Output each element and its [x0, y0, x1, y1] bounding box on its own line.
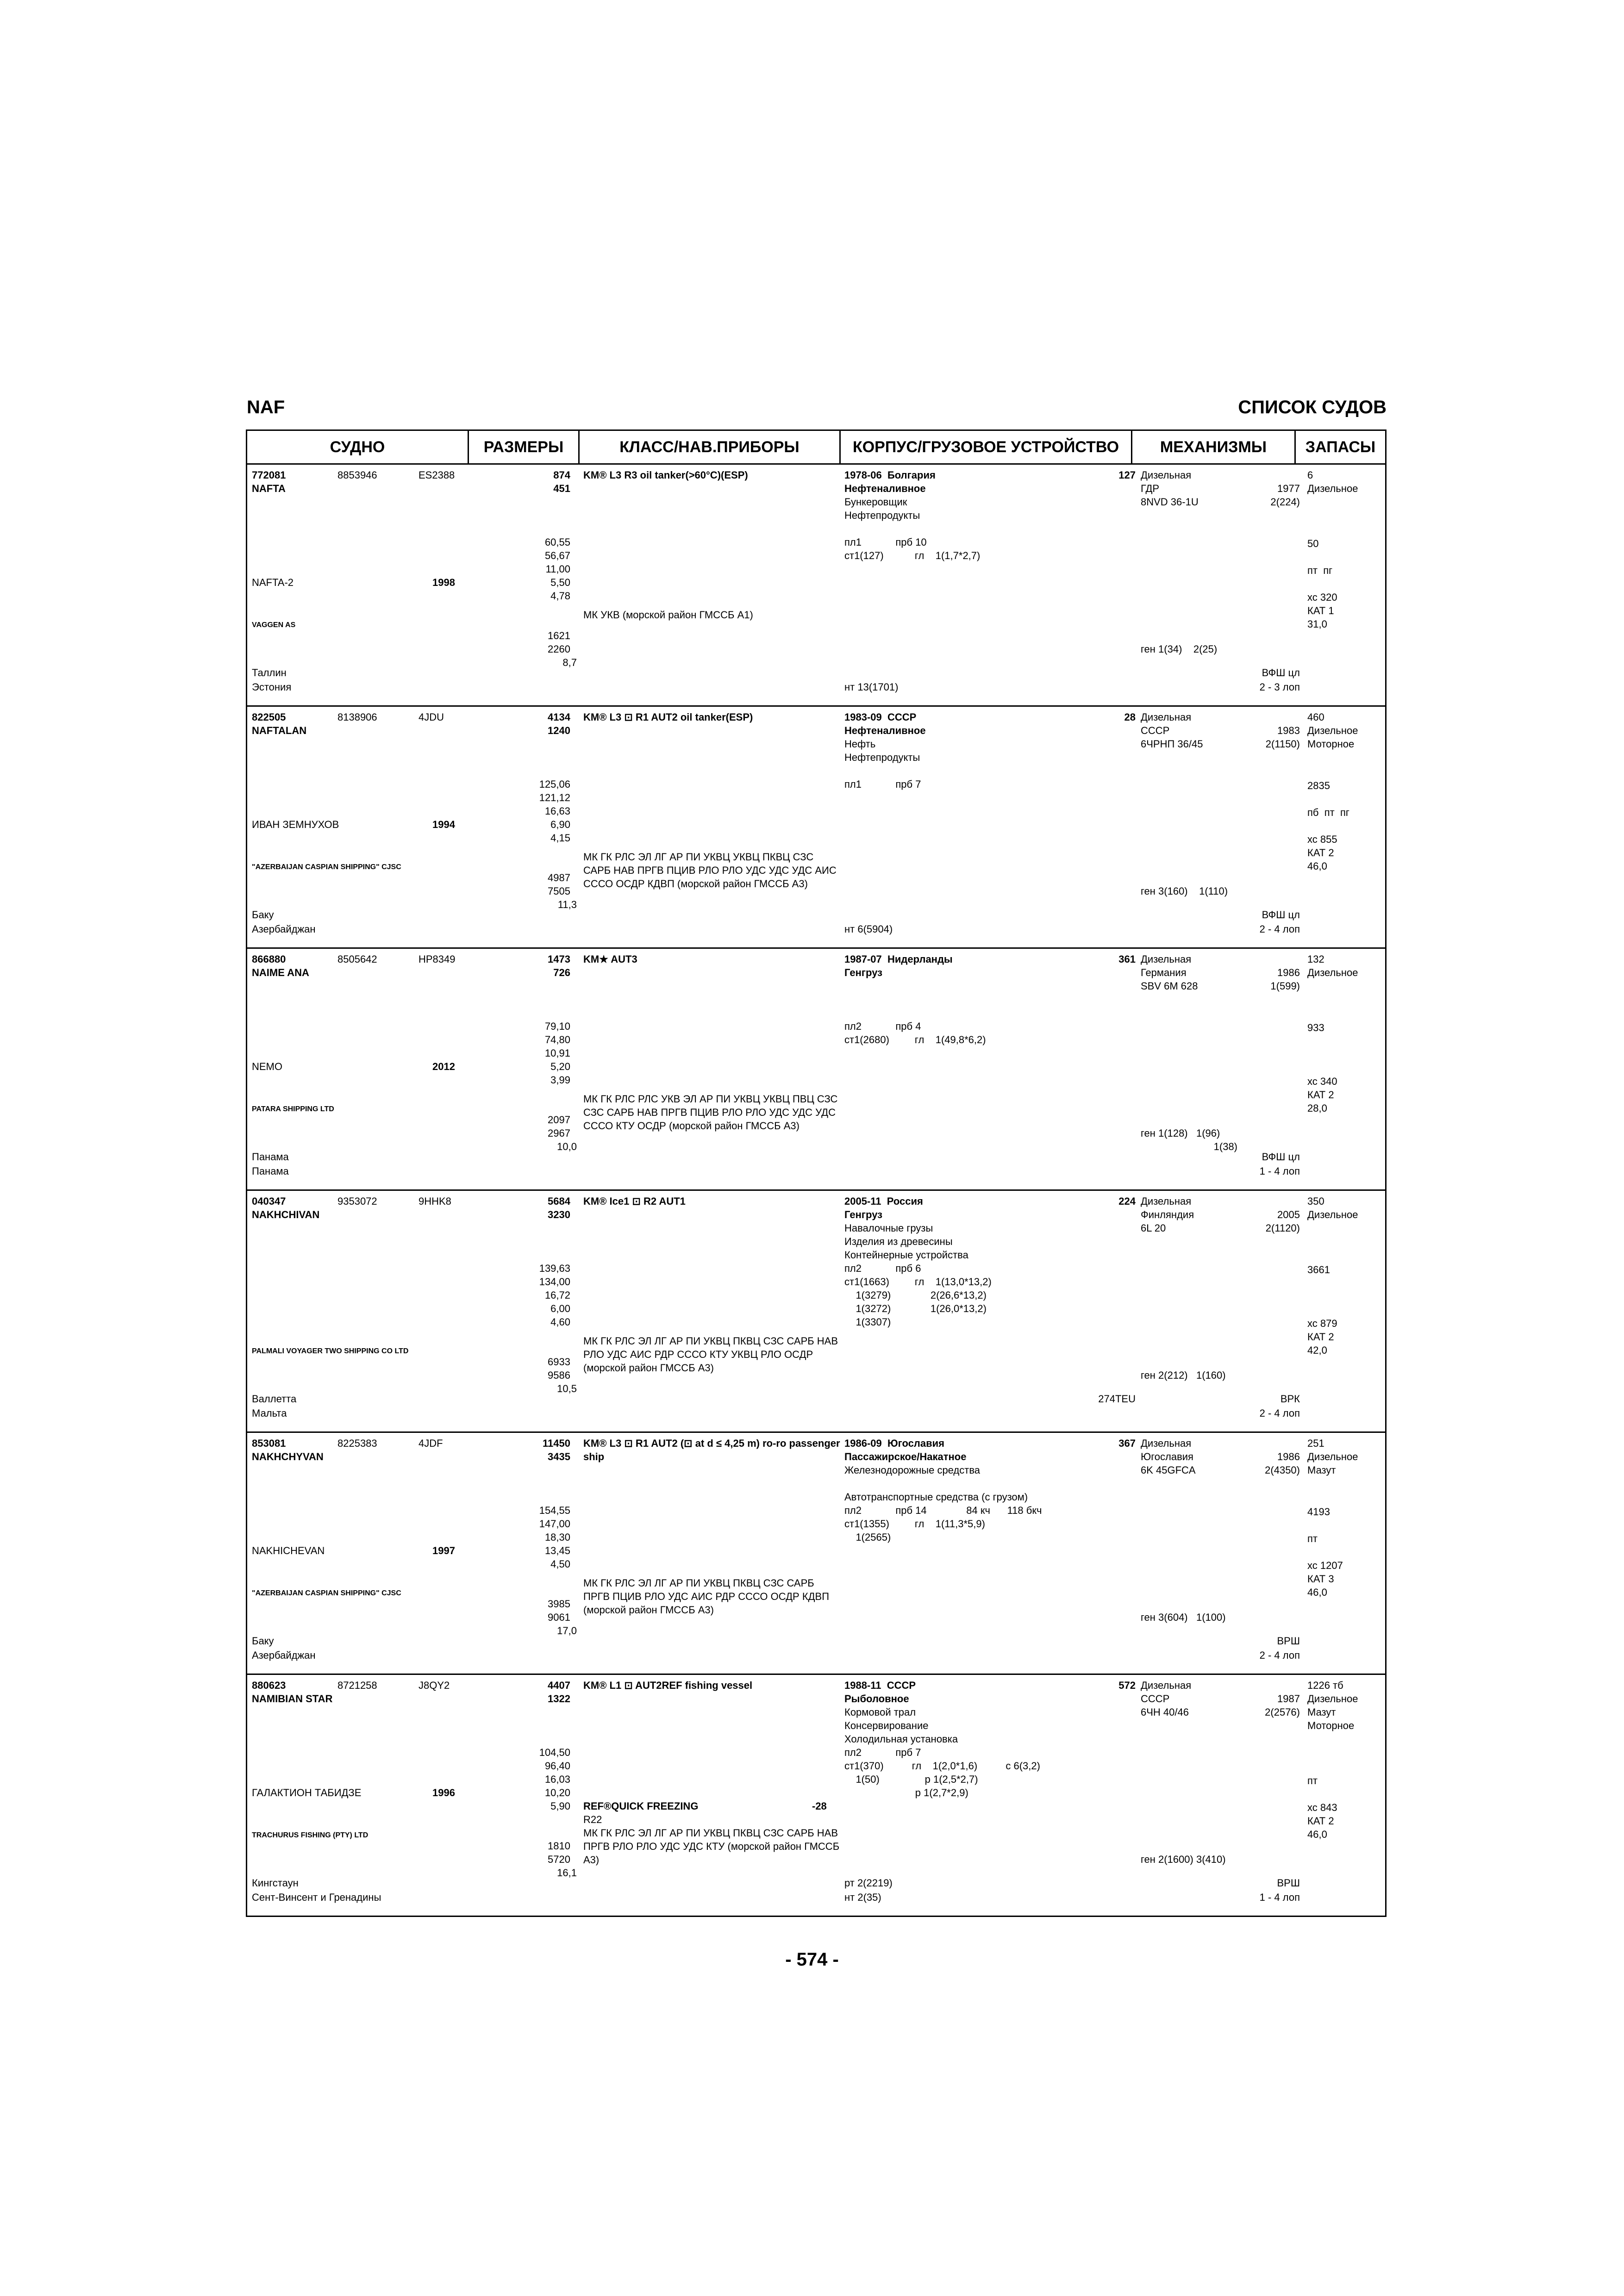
flag-country: Сент-Винсент и Гренадины [252, 1892, 381, 1903]
container-capacity: 274TEU [1098, 1393, 1136, 1405]
hull-number: 224 [1118, 1195, 1136, 1207]
build-year: 1996 [432, 1787, 455, 1798]
size-value: 3435 [548, 1451, 570, 1462]
size-value: 2260 [548, 643, 570, 655]
stores-line: хс 879 [1307, 1318, 1337, 1329]
cargo-line: 1(3307) [844, 1316, 891, 1328]
engine-year: 1983 [1277, 725, 1300, 736]
flag-country: Азербайджан [252, 923, 316, 935]
hull-number: 367 [1118, 1437, 1136, 1449]
stores-line: 3661 [1307, 1264, 1330, 1276]
mech-line: 6ЧРНП 36/45 [1141, 738, 1203, 750]
stores-line: КАТ 2 [1307, 1331, 1334, 1343]
generators: ген 1(128) 1(96) [1141, 1127, 1220, 1139]
former-name: NAKHICHEVAN [252, 1545, 325, 1556]
size-value: 2967 [548, 1127, 570, 1139]
size-value: 18,30 [544, 1531, 570, 1543]
home-port: Панама [252, 1151, 289, 1163]
size-value: 125,06 [539, 778, 570, 790]
size-value: 60,55 [544, 536, 570, 548]
ship-name: NAMIBIAN STAR [252, 1693, 333, 1705]
home-port: Валлетта [252, 1393, 297, 1405]
size-value: 1240 [548, 725, 570, 736]
owner-name: "AZERBAIJAN CASPIAN SHIPPING" CJSC [252, 1589, 401, 1597]
call-sign: J8QY2 [418, 1680, 450, 1691]
build-date-country: 1983-09 СССР [844, 711, 917, 723]
build-date-country: 1978-06 Болгария [844, 469, 936, 481]
size-value: 8,7 [562, 657, 577, 668]
home-port: Таллин [252, 667, 287, 678]
size-value: 6,00 [550, 1303, 570, 1314]
mech-line: Югославия [1141, 1451, 1193, 1462]
page-number: - 574 - [785, 1949, 839, 1970]
size-value: 4,15 [550, 832, 570, 844]
stores-line: Дизельное [1307, 967, 1358, 978]
engine-power: 2(1120) [1265, 1222, 1300, 1234]
col-header-ship: СУДНО [247, 431, 469, 463]
size-value: 10,5 [557, 1383, 577, 1394]
stores-line: хс 843 [1307, 1802, 1337, 1813]
hull-line: Изделия из древесины [844, 1236, 953, 1247]
size-value: 451 [553, 483, 570, 494]
mech-line: СССР [1141, 1693, 1170, 1705]
engine-power: 2(1150) [1265, 738, 1300, 750]
hull-number: 28 [1124, 711, 1136, 723]
stores-line: Дизельное [1307, 1209, 1358, 1220]
stores-line: КАТ 2 [1307, 847, 1334, 859]
reg-number: 772081 [252, 469, 286, 481]
stores-line: 46,0 [1307, 860, 1327, 872]
cargo-line: 1(50) р 1(2,5*2,7) [844, 1773, 978, 1785]
hull-bottom: рт 2(2219) [844, 1877, 893, 1889]
stores-line: пт [1307, 1775, 1318, 1786]
hull-line: Кормовой трал [844, 1706, 916, 1718]
size-value: 13,45 [544, 1545, 570, 1556]
mech-line: 6ЧН 40/46 [1141, 1706, 1189, 1718]
flag-country: Мальта [252, 1407, 287, 1419]
build-year: 1998 [432, 577, 455, 588]
size-value: 10,0 [557, 1141, 577, 1152]
size-value: 1621 [548, 630, 570, 641]
size-value: 3,99 [550, 1074, 570, 1086]
mech-line: СССР [1141, 725, 1170, 736]
mech-line: Дизельная [1141, 711, 1192, 723]
engine-year: 1986 [1277, 1451, 1300, 1462]
stores-line: 46,0 [1307, 1587, 1327, 1598]
build-year: 2012 [432, 1061, 455, 1072]
stores-line: 50 [1307, 538, 1319, 549]
stores-line: Дизельное [1307, 483, 1358, 494]
nav-equipment: МК ГК РЛС ЭЛ ЛГ АР ПИ УКВЦ ПКВЦ СЗС САРБ НАВ ПРГВ РЛО РЛО УДС УДС КТУ (морской район ГМССБ А3) [583, 1827, 840, 1866]
propeller-blades: 2 - 4 лоп [1259, 1407, 1300, 1419]
col-header-sizes: РАЗМЕРЫ [469, 431, 580, 463]
call-sign: 4JDF [418, 1437, 443, 1449]
imo-number: 8721258 [337, 1680, 377, 1691]
mech-line: Дизельная [1141, 1680, 1192, 1691]
ship-table [246, 429, 1387, 1917]
nav-equipment: МК УКВ (морской район ГМССБ А1) [583, 609, 753, 621]
size-value: 4,50 [550, 1558, 570, 1570]
hull-line: Консервирование [844, 1720, 929, 1731]
reg-number: 880623 [252, 1680, 286, 1691]
size-value: 104,50 [539, 1747, 570, 1758]
size-value: 1810 [548, 1840, 570, 1852]
mech-line: Дизельная [1141, 469, 1192, 481]
size-value: 1473 [548, 953, 570, 965]
hull-number: 127 [1118, 469, 1136, 481]
engine-year: 2005 [1277, 1209, 1300, 1220]
stores-line: КАТ 2 [1307, 1815, 1334, 1827]
cargo-line: 1(2565) [844, 1531, 891, 1543]
former-name: NAFTA-2 [252, 577, 294, 588]
flag-country: Панама [252, 1165, 289, 1177]
size-value: 139,63 [539, 1263, 570, 1274]
call-sign: ES2388 [418, 469, 455, 481]
propeller-blades: 2 - 3 лоп [1259, 681, 1300, 693]
imo-number: 8853946 [337, 469, 377, 481]
hull-line: Нефтепродукты [844, 752, 920, 763]
home-port: Кингстаун [252, 1877, 299, 1889]
size-value: 1322 [548, 1693, 570, 1705]
cargo-line: пл1 прб 10 [844, 536, 927, 548]
size-value: 10,20 [544, 1787, 570, 1798]
size-value: 10,91 [544, 1047, 570, 1059]
refrigeration: REF®QUICK FREEZING [583, 1800, 699, 1812]
size-value: 6,90 [550, 819, 570, 830]
call-sign: HP8349 [418, 953, 456, 965]
mech-line: SBV 6M 628 [1141, 980, 1198, 992]
hull-line: Навалочные грузы [844, 1222, 933, 1234]
size-value: 2097 [548, 1114, 570, 1126]
hull-bottom-2: нт 2(35) [844, 1892, 881, 1903]
size-value: 147,00 [539, 1518, 570, 1530]
stores-line: 933 [1307, 1022, 1324, 1033]
reg-number: 040347 [252, 1195, 286, 1207]
propeller-blades: 2 - 4 лоп [1259, 1649, 1300, 1661]
stores-line: 350 [1307, 1195, 1324, 1207]
nav-equipment: МК ГК РЛС ЭЛ ЛГ АР ПИ УКВЦ ПКВЦ СЗС САРБ НАВ РЛО УДС АИС РДР СССО КТУ УКВЦ РЛО ОСДР (морской район ГМССБ А3) [583, 1335, 838, 1374]
owner-name: TRACHURUS FISHING (PTY) LTD [252, 1831, 369, 1839]
flag-country: Эстония [252, 681, 292, 693]
ship-type: Генгруз [844, 967, 883, 978]
ship-type: Генгруз [844, 1209, 883, 1220]
size-value: 16,72 [544, 1289, 570, 1301]
class-notation: KM® L3 ⊡ R1 AUT2 (⊡ at d ≤ 4,25 m) ro-ro passenger ship [583, 1437, 840, 1462]
stores-line: Моторное [1307, 738, 1355, 750]
generators: ген 2(212) 1(160) [1141, 1369, 1226, 1381]
stores-line: 251 [1307, 1437, 1324, 1449]
size-value: 5,50 [550, 577, 570, 588]
mech-line: Финляндия [1141, 1209, 1194, 1220]
owner-name: VAGGEN AS [252, 621, 296, 629]
stores-line: 132 [1307, 953, 1324, 965]
hull-line: Бункеровщик [844, 496, 907, 508]
size-value: 56,67 [544, 550, 570, 561]
refrigerant: R22 [583, 1814, 602, 1825]
stores-line: 28,0 [1307, 1102, 1327, 1114]
stores-line: 46,0 [1307, 1829, 1327, 1840]
mech-line: Дизельная [1141, 1437, 1192, 1449]
mech-line: 6K 45GFCA [1141, 1464, 1196, 1476]
imo-number: 8138906 [337, 711, 377, 723]
ship-type: Рыболовное [844, 1693, 909, 1705]
propeller: ВФШ цл [1262, 1151, 1300, 1163]
col-header-mech: МЕХАНИЗМЫ [1132, 431, 1296, 463]
propeller-blades: 1 - 4 лоп [1259, 1892, 1300, 1903]
stores-line: Мазут [1307, 1706, 1336, 1718]
stores-line: пт пг [1307, 565, 1333, 576]
ship-record [247, 707, 1385, 949]
size-value: 5720 [548, 1854, 570, 1865]
reg-number: 822505 [252, 711, 286, 723]
size-value: 9061 [548, 1612, 570, 1623]
cargo-line: ст1(127) гл 1(1,7*2,7) [844, 550, 981, 561]
hull-line: Нефтепродукты [844, 510, 920, 521]
stores-line: Мазут [1307, 1464, 1336, 1476]
hull-number: 572 [1118, 1680, 1136, 1691]
ship-record [247, 1191, 1385, 1433]
cargo-line: пл2 прб 4 [844, 1020, 921, 1032]
stores-line: 4193 [1307, 1506, 1330, 1518]
stores-line: Моторное [1307, 1720, 1355, 1731]
mech-line: Германия [1141, 967, 1187, 978]
cargo-line: 1(3279) 2(26,6*13,2) [844, 1289, 987, 1301]
stores-line: хс 855 [1307, 834, 1337, 845]
reg-number: 853081 [252, 1437, 286, 1449]
class-notation: KM® L3 ⊡ R1 AUT2 oil tanker(ESP) [583, 711, 753, 723]
propeller: ВРШ [1277, 1635, 1300, 1647]
stores-line: 1226 тб [1307, 1680, 1343, 1691]
ship-record [247, 1433, 1385, 1675]
ref-temperature: -28 [812, 1800, 827, 1812]
size-value: 4987 [548, 872, 570, 884]
ship-type: Нефтеналивное [844, 483, 926, 494]
stores-line: хс 1207 [1307, 1560, 1343, 1571]
home-port: Баку [252, 1635, 274, 1647]
stores-line: 460 [1307, 711, 1324, 723]
generators-2: 1(38) [1213, 1141, 1237, 1152]
cargo-line: 1(3272) 1(26,0*13,2) [844, 1303, 987, 1314]
size-value: 96,40 [544, 1760, 570, 1772]
ship-name: NAFTA [252, 483, 286, 494]
build-date-country: 1988-11 СССР [844, 1680, 916, 1691]
ship-record [247, 465, 1385, 707]
size-value: 11450 [543, 1437, 570, 1449]
page-header-left: NAF [247, 397, 285, 417]
home-port: Баку [252, 909, 274, 921]
class-notation: KM® L3 R3 oil tanker(>60°C)(ESP) [583, 469, 748, 481]
engine-power: 1(599) [1270, 980, 1300, 992]
size-value: 3985 [548, 1598, 570, 1610]
size-value: 4,60 [550, 1316, 570, 1328]
propeller: ВФШ цл [1262, 909, 1300, 921]
cargo-line: пл1 прб 7 [844, 778, 921, 790]
size-value: 5,20 [550, 1061, 570, 1072]
size-value: 11,3 [557, 899, 577, 910]
ship-name: NAIME ANA [252, 967, 309, 978]
stores-line: Дизельное [1307, 1451, 1358, 1462]
size-value: 4407 [548, 1680, 570, 1691]
build-year: 1994 [432, 819, 455, 830]
mech-line: 6L 20 [1141, 1222, 1166, 1234]
cargo-line: пл2 прб 7 [844, 1747, 921, 1758]
former-name: ГАЛАКТИОН ТАБИДЗЕ [252, 1787, 362, 1798]
build-year: 1997 [432, 1545, 455, 1556]
ship-name: NAKHCHIVAN [252, 1209, 320, 1220]
generators: ген 1(34) 2(25) [1141, 643, 1218, 655]
size-value: 11,00 [545, 563, 570, 575]
size-value: 16,1 [557, 1867, 577, 1879]
build-date-country: 1987-07 Нидерланды [844, 953, 953, 965]
stores-line: 2835 [1307, 780, 1330, 791]
stores-line: КАТ 2 [1307, 1089, 1334, 1101]
build-date-country: 2005-11 Россия [844, 1195, 923, 1207]
cargo-line: ст1(370) гл 1(2,0*1,6) с 6(3,2) [844, 1760, 1040, 1772]
flag-country: Азербайджан [252, 1649, 316, 1661]
size-value: 726 [553, 967, 570, 978]
size-value: 5,90 [550, 1800, 570, 1812]
size-value: 3230 [548, 1209, 570, 1220]
cargo-line: ст1(1663) гл 1(13,0*13,2) [844, 1276, 992, 1288]
stores-line: пб пт пг [1307, 807, 1349, 818]
generators: ген 3(604) 1(100) [1141, 1612, 1226, 1623]
propeller-blades: 2 - 4 лоп [1259, 923, 1300, 935]
nav-equipment: МК ГК РЛС ЭЛ ЛГ АР ПИ УКВЦ ПКВЦ СЗС САРБ ПРГВ ПЦИВ РЛО УДС АИС РДР СССО ОСДР КДВП (морской район ГМССБ А3) [583, 1577, 830, 1616]
size-value: 9586 [548, 1369, 570, 1381]
stores-line: Дизельное [1307, 1693, 1358, 1705]
stores-line: Дизельное [1307, 725, 1358, 736]
size-value: 154,55 [539, 1505, 570, 1516]
ship-record [247, 949, 1385, 1191]
hull-line: Контейнерные устройства [844, 1249, 968, 1261]
generators: ген 3(160) 1(110) [1141, 885, 1228, 897]
engine-power: 2(2576) [1265, 1706, 1300, 1718]
former-name: ИВАН ЗЕМНУХОВ [252, 819, 339, 830]
propeller: ВФШ цл [1262, 667, 1300, 678]
cargo-line: р 1(2,7*2,9) [844, 1787, 968, 1798]
propeller: ВРШ [1277, 1877, 1300, 1889]
class-notation: KM® Ice1 ⊡ R2 AUT1 [583, 1195, 686, 1207]
imo-number: 9353072 [337, 1195, 377, 1207]
size-value: 5684 [548, 1195, 570, 1207]
page-header-right: СПИСОК СУДОВ [1238, 397, 1387, 417]
engine-year: 1977 [1277, 483, 1300, 494]
cargo-line: пл2 прб 14 84 кч 118 бкч [844, 1505, 1042, 1516]
hull-line: Автотранспортные средства (с грузом) [844, 1491, 1028, 1503]
class-notation: KM★ AUT3 [583, 953, 637, 965]
size-value: 874 [553, 469, 570, 481]
nav-equipment: МК ГК РЛС РЛС УКВ ЭЛ АР ПИ УКВЦ УКВЦ ПВЦ СЗС СЗС САРБ НАВ ПРГВ ПЦИВ РЛО РЛО УДС УДС УДС СССО КТУ ОСДР (морской район ГМССБ А3) [583, 1093, 838, 1132]
stores-line: КАТ 1 [1307, 605, 1334, 616]
mech-line: Дизельная [1141, 1195, 1192, 1207]
stores-line: хс 320 [1307, 591, 1337, 603]
call-sign: 4JDU [418, 711, 444, 723]
stores-line: пт [1307, 1533, 1318, 1544]
cargo-line: пл2 прб 6 [844, 1263, 921, 1274]
ship-type: Пассажирское/Накатное [844, 1451, 967, 1462]
propeller: ВРК [1280, 1393, 1300, 1405]
hull-line: Железнодорожные средства [844, 1464, 981, 1476]
mech-line: 8NVD 36-1U [1141, 496, 1199, 508]
nav-equipment: МК ГК РЛС ЭЛ ЛГ АР ПИ УКВЦ УКВЦ ПКВЦ СЗС САРБ НАВ ПРГВ ПЦИВ РЛО РЛО УДС УДС УДС АИС СССО ОСДР КДВП (морской район ГМССБ А3) [583, 851, 837, 890]
size-value: 4134 [548, 711, 570, 723]
engine-power: 2(4350) [1265, 1464, 1300, 1476]
size-value: 4,78 [550, 590, 570, 602]
stores-line: 6 [1307, 469, 1313, 481]
size-value: 74,80 [544, 1034, 570, 1045]
hull-bottom: нт 13(1701) [844, 681, 899, 693]
ship-name: NAKHCHYVAN [252, 1451, 324, 1462]
ship-name: NAFTALAN [252, 725, 307, 736]
table-header [247, 431, 1385, 465]
ship-type: Нефтеналивное [844, 725, 926, 736]
hull-number: 361 [1118, 953, 1136, 965]
owner-name: "AZERBAIJAN CASPIAN SHIPPING" CJSC [252, 863, 401, 871]
reg-number: 866880 [252, 953, 286, 965]
stores-line: КАТ 3 [1307, 1573, 1334, 1585]
hull-line: Нефть [844, 738, 876, 750]
cargo-line: ст1(1355) гл 1(11,3*5,9) [844, 1518, 985, 1530]
former-name: NEMO [252, 1061, 282, 1072]
size-value: 79,10 [544, 1020, 570, 1032]
mech-line: ГДР [1141, 483, 1160, 494]
engine-power: 2(224) [1270, 496, 1300, 508]
size-value: 134,00 [539, 1276, 570, 1288]
col-header-stores: ЗАПАСЫ [1305, 438, 1376, 456]
mech-line: Дизельная [1141, 953, 1192, 965]
hull-line: Холодильная установка [844, 1733, 958, 1745]
ship-records [247, 465, 1385, 1916]
engine-year: 1987 [1277, 1693, 1300, 1705]
size-value: 7505 [548, 885, 570, 897]
propeller-blades: 1 - 4 лоп [1259, 1165, 1300, 1177]
cargo-line: ст1(2680) гл 1(49,8*6,2) [844, 1034, 986, 1045]
generators: ген 2(1600) 3(410) [1141, 1854, 1226, 1865]
stores-line: 42,0 [1307, 1344, 1327, 1356]
ship-record [247, 1675, 1385, 1916]
stores-line: 31,0 [1307, 618, 1327, 630]
imo-number: 8225383 [337, 1437, 377, 1449]
stores-line: хс 340 [1307, 1076, 1337, 1087]
engine-year: 1986 [1277, 967, 1300, 978]
imo-number: 8505642 [337, 953, 377, 965]
hull-bottom: нт 6(5904) [844, 923, 893, 935]
call-sign: 9HHK8 [418, 1195, 451, 1207]
owner-name: PALMALI VOYAGER TWO SHIPPING CO LTD [252, 1347, 409, 1355]
size-value: 6933 [548, 1356, 570, 1368]
size-value: 121,12 [539, 792, 570, 803]
class-notation: KM® L1 ⊡ AUT2REF fishing vessel [583, 1680, 753, 1691]
size-value: 17,0 [557, 1625, 577, 1636]
size-value: 16,63 [544, 805, 570, 817]
col-header-hull: КОРПУС/ГРУЗОВОЕ УСТРОЙСТВО [841, 431, 1132, 463]
col-header-class: КЛАСС/НАВ.ПРИБОРЫ [580, 431, 841, 463]
size-value: 16,03 [544, 1773, 570, 1785]
build-date-country: 1986-09 Югославия [844, 1437, 945, 1449]
owner-name: PATARA SHIPPING LTD [252, 1105, 334, 1113]
